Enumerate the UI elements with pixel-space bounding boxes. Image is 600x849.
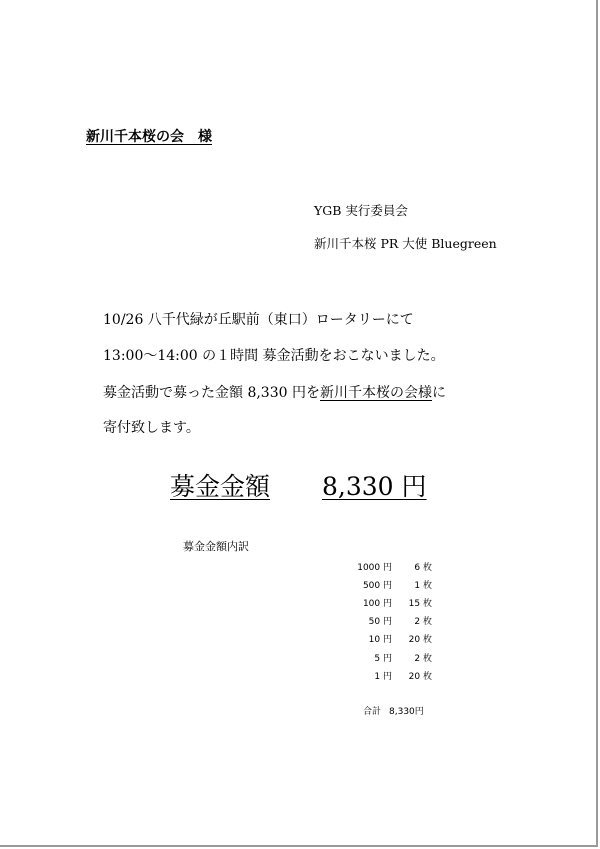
- breakdown-row: [340, 630, 432, 648]
- addressee: 新川千本桜の会 様: [86, 129, 212, 145]
- breakdown-row: [340, 648, 432, 666]
- breakdown-row: [340, 612, 432, 630]
- denomination: 10 円: [368, 635, 392, 646]
- coin-count: 2 枚: [414, 653, 432, 664]
- coin-count: 1 枚: [414, 580, 432, 591]
- breakdown-title: 募金金額内訳: [183, 540, 249, 553]
- breakdown-row: [340, 557, 432, 575]
- body-line-3-suffix: に: [431, 385, 446, 401]
- denomination: 50 円: [368, 617, 392, 628]
- coin-count: 2 枚: [414, 617, 432, 628]
- body-line-1: 10/26 八千代緑が丘駅前（東口）ロータリーにて: [103, 312, 414, 328]
- sum-label: 合計: [363, 707, 382, 717]
- sum-value: 8,330円: [389, 707, 424, 717]
- total-amount: 8,330 円: [322, 472, 427, 501]
- denomination: 1000 円: [357, 562, 392, 573]
- denomination: 5 円: [374, 653, 392, 664]
- breakdown-sum: [363, 704, 424, 717]
- denomination: 500 円: [362, 580, 392, 591]
- denomination: 1 円: [374, 671, 392, 682]
- coin-count: 15 枚: [408, 598, 432, 609]
- recipient-underlined: 新川千本桜の会様: [319, 385, 432, 401]
- denomination: 100 円: [362, 598, 392, 609]
- body-line-2: 13:00～14:00 の１時間 募金活動をおこないました。: [103, 348, 445, 364]
- total-amount-heading: [170, 467, 427, 503]
- sender-organization: YGB 実行委員会: [314, 203, 408, 218]
- breakdown-row: [340, 666, 432, 684]
- coin-count: 20 枚: [408, 671, 432, 682]
- breakdown-table: [340, 557, 432, 684]
- total-label: 募金金額: [170, 472, 271, 501]
- body-line-3-prefix: 募金活動で募った金額 8,330 円を: [103, 385, 320, 401]
- sender-representative: 新川千本桜 PR 大使 Bluegreen: [314, 236, 497, 251]
- body-line-3: [103, 382, 446, 402]
- coin-count: 6 枚: [414, 562, 432, 573]
- breakdown-row: [340, 575, 432, 593]
- body-line-4: 寄付致します。: [103, 420, 200, 436]
- breakdown-row: [340, 593, 432, 611]
- coin-count: 20 枚: [408, 635, 432, 646]
